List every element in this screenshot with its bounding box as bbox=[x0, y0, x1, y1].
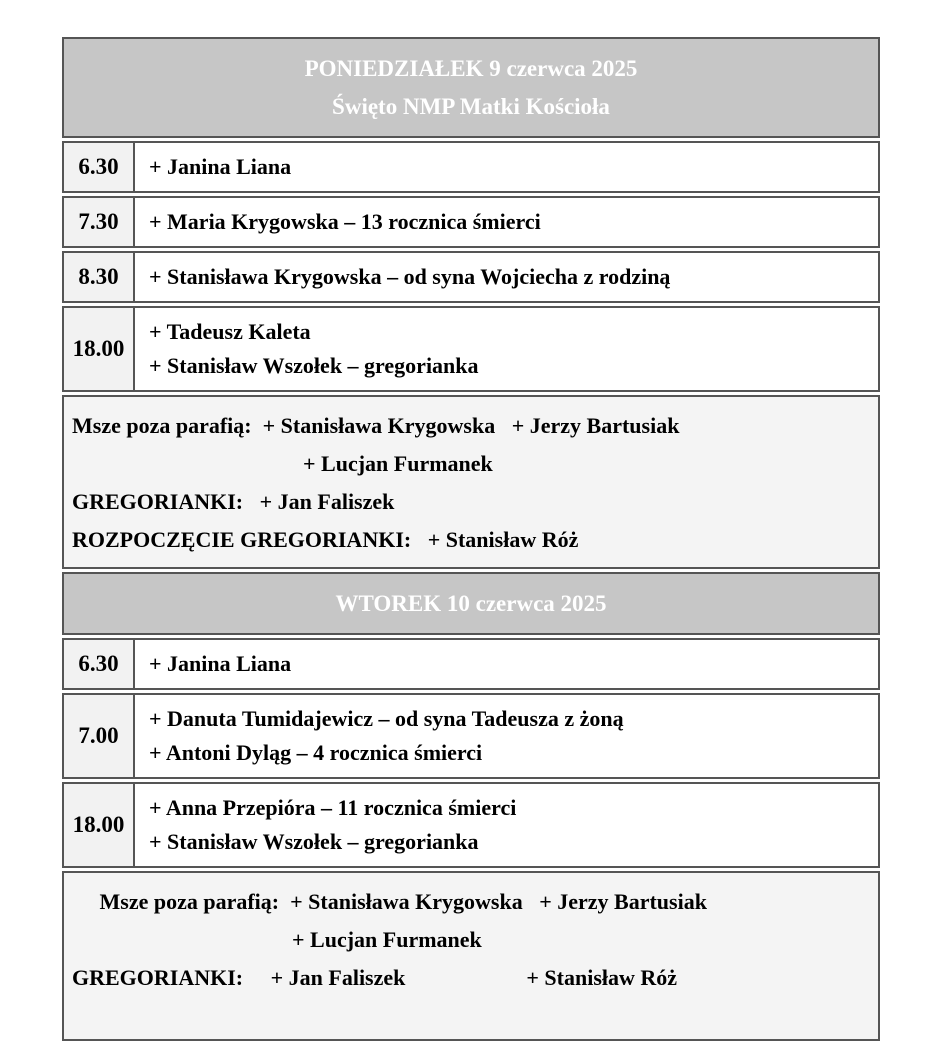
mass-time: 6.30 bbox=[64, 640, 135, 688]
mass-row bbox=[62, 693, 880, 779]
intention-line: + Tadeusz Kaleta bbox=[149, 319, 311, 344]
intention-line: + Stanisława Krygowska – od syna Wojciecha z rodziną bbox=[149, 264, 671, 289]
mass-row bbox=[62, 141, 880, 193]
intention-line: + Janina Liana bbox=[149, 154, 292, 179]
day-header-monday bbox=[62, 37, 880, 138]
mass-time: 7.30 bbox=[64, 198, 135, 246]
intention-line: + Maria Krygowska – 13 rocznica śmierci bbox=[149, 209, 541, 234]
summary-line: ROZPOCZĘCIE GREGORIANKI: + Stanisław Róż bbox=[72, 527, 579, 552]
summary-line: + Lucjan Furmanek bbox=[72, 927, 482, 952]
summary-line: GREGORIANKI: + Jan Faliszek + Stanisław Róż bbox=[72, 965, 678, 990]
intention-line: + Anna Przepióra – 11 rocznica śmierci bbox=[149, 795, 517, 820]
mass-time: 18.00 bbox=[64, 784, 135, 866]
summary-line: + Lucjan Furmanek bbox=[72, 451, 493, 476]
mass-intentions bbox=[135, 143, 878, 191]
mass-intentions bbox=[135, 784, 878, 866]
mass-time: 6.30 bbox=[64, 143, 135, 191]
mass-intentions-table bbox=[62, 37, 880, 1041]
intention-line: + Janina Liana bbox=[149, 651, 292, 676]
summary-line: GREGORIANKI: + Jan Faliszek bbox=[72, 489, 395, 514]
day-header-tuesday bbox=[62, 572, 880, 635]
mass-time: 7.00 bbox=[64, 695, 135, 777]
summary-line: Msze poza parafią: + Stanisława Krygowska + Jerzy Bartusiak bbox=[72, 413, 680, 438]
mass-time: 18.00 bbox=[64, 308, 135, 390]
day-header-title: PONIEDZIAŁEK 9 czerwca 2025 bbox=[304, 56, 638, 81]
intention-line: + Stanisław Wszołek – gregorianka bbox=[149, 353, 479, 378]
intention-line: + Stanisław Wszołek – gregorianka bbox=[149, 829, 479, 854]
day-header-feast: Święto NMP Matki Kościoła bbox=[332, 94, 610, 119]
mass-row bbox=[62, 782, 880, 868]
intention-line: + Danuta Tumidajewicz – od syna Tadeusza z żoną bbox=[149, 706, 624, 731]
mass-intentions bbox=[135, 198, 878, 246]
mass-intentions bbox=[135, 308, 878, 390]
mass-intentions bbox=[135, 253, 878, 301]
summary-line: Msze poza parafią: + Stanisława Krygowska + Jerzy Bartusiak bbox=[72, 889, 707, 914]
intention-line: + Antoni Dyląg – 4 rocznica śmierci bbox=[149, 740, 483, 765]
day-header-title: WTOREK 10 czerwca 2025 bbox=[335, 591, 607, 616]
mass-row bbox=[62, 196, 880, 248]
mass-row bbox=[62, 638, 880, 690]
mass-intentions bbox=[135, 695, 878, 777]
mass-time: 8.30 bbox=[64, 253, 135, 301]
mass-intentions bbox=[135, 640, 878, 688]
summary-block-tuesday bbox=[62, 871, 880, 1041]
summary-block-monday bbox=[62, 395, 880, 569]
mass-row bbox=[62, 251, 880, 303]
mass-row bbox=[62, 306, 880, 392]
